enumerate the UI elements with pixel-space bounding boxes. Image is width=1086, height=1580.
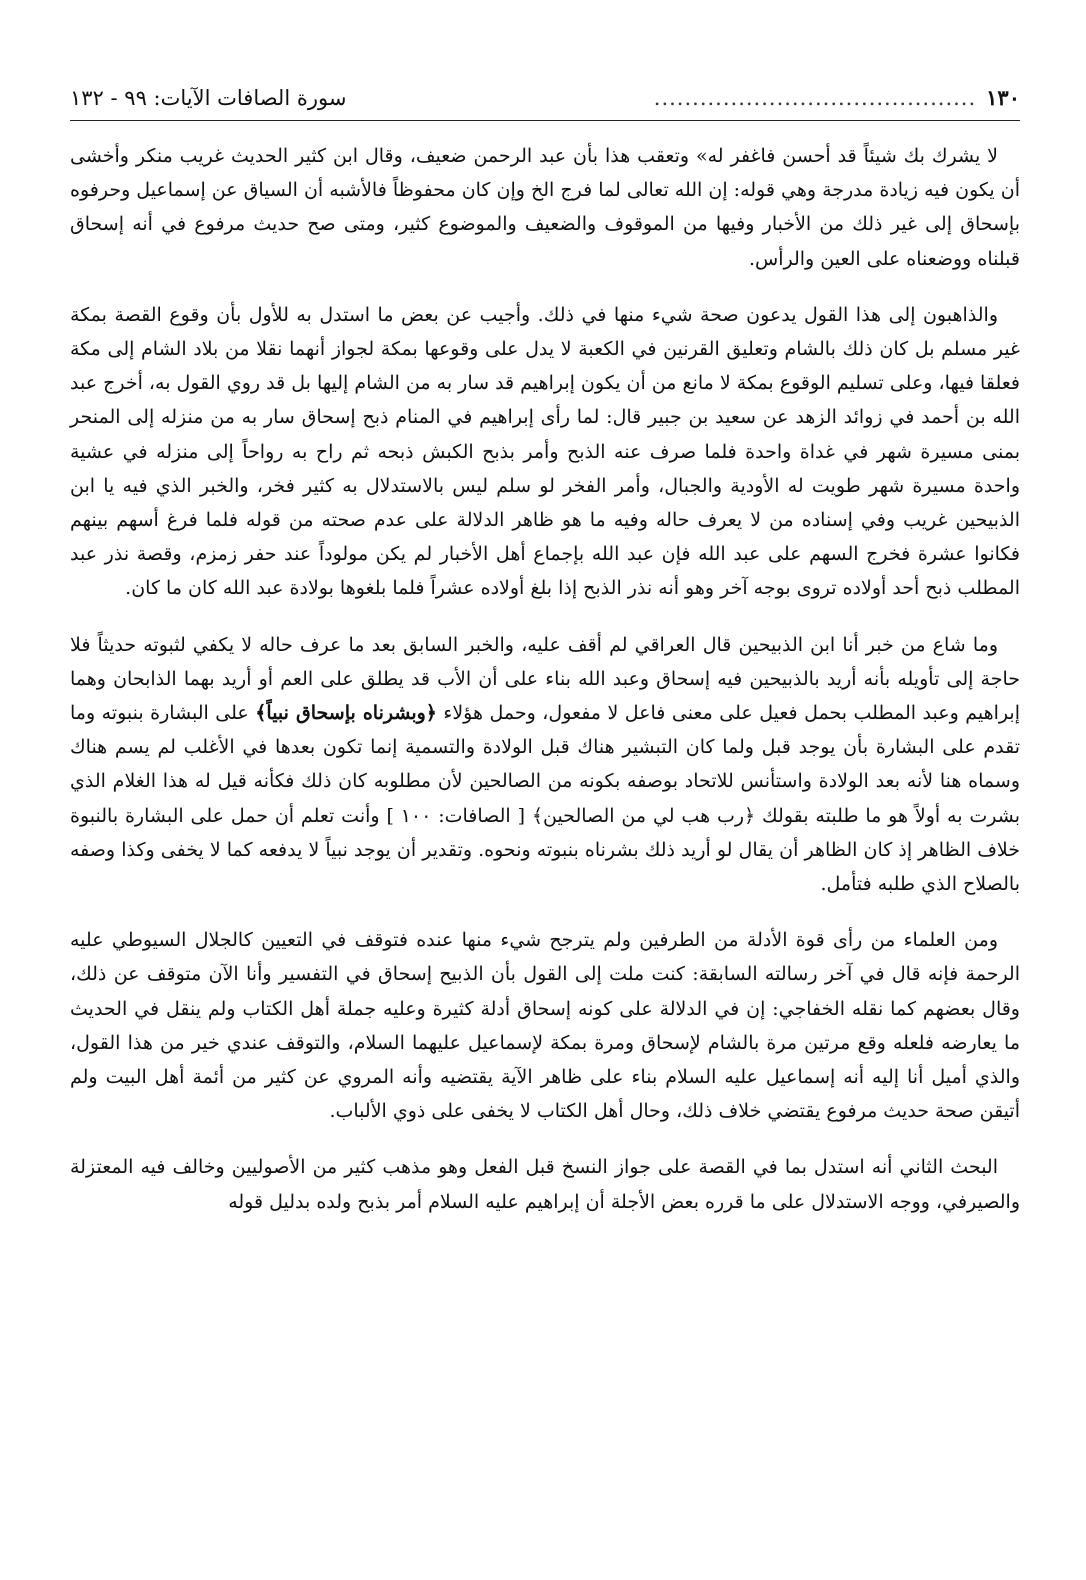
paragraph-4: ومن العلماء من رأى قوة الأدلة من الطرفين ولم يترجح شيء منها عنده فتوقف في التعيين كالجلال السيوطي عليه الرحمة فإنه قال في آخر رسالته السابقة: كنت ملت إلى القول بأن الذبيح إسحاق في التفسير وأنا الآن متوقف عن ذلك، وقال بعضهم كما نقله الخفاجي: إن في الدلالة على كونه إسحاق أدلة كثيرة وعليه جملة أهل الكتاب ولم ينقل في الحديث ما يعارضه فلعله وقع مرتين مرة بالشام لإسحاق ومرة بمكة لإسماعيل عليهما السلام، والتوقف عندي خير من هذا القول، والذي أميل أنا إليه أنه إسماعيل عليه السلام بناء على ظاهر الآية يقتضيه وأنه المروي عن كثير من أئمة أهل البيت ولم أتيقن صحة حديث مرفوع يقتضي خلاف ذلك، وحال أهل الكتاب لا يخفى على ذوي الألباب. bbox=[70, 929, 1020, 1123]
page-number: ١٣٠ bbox=[986, 85, 1020, 110]
paragraph-1: لا يشرك بك شيئاً قد أحسن فاغفر له» وتعقب هذا بأن عبد الرحمن ضعيف، وقال ابن كثير الحديث غريب منكر وأخشى أن يكون فيه زيادة مدرجة وهي قوله: إن الله تعالى لما فرج الخ وإن كان محفوظاً فالأشبه أن السياق عن إسماعيل وحرفوه بإسحاق إلى غير ذلك من الأخبار وفيها من الموقوف والضعيف والموضوع كثير، ومتى صح حديث مرفوع في أنه إسحاق قبلناه ووضعناه على العين والرأس. bbox=[70, 145, 1020, 270]
quran-verse: ﴿وبشرناه بإسحاق نبياً﴾ bbox=[255, 702, 437, 725]
header-rule bbox=[70, 120, 1020, 121]
paragraph-5: البحث الثاني أنه استدل بما في القصة على جواز النسخ قبل الفعل وهو مذهب كثير من الأصوليين وخالف فيه المعتزلة والصيرفي، ووجه الاستدلال على ما قرره بعض الأجلة أن إبراهيم عليه السلام أمر بذبح ولده بدليل قوله bbox=[70, 1156, 1020, 1213]
paragraph-3-text-before: وما شاع من خبر أنا ابن الذبيحين قال العراقي لم أقف عليه، والخبر السابق بعد ما عرف حاله لا يكفي لثبوته حديثاً فلا حاجة إلى تأويله بأنه أريد بالذبيحين فيه إسحاق وعبد الله بناء على أن الأب قد يطلق على العم أو أريد بهما الذابحان وهما إبراهيم وعبد المطلب بحمل فعيل على معنى فاعل لا مفعول، وحمل هؤلاء bbox=[70, 633, 1020, 725]
running-title: سورة الصافات الآيات: ٩٩ - ١٣٢ bbox=[70, 86, 347, 110]
paragraph-3-text-after: على البشارة بنبوته وما تقدم على البشارة بأن يوجد قبل ولما كان التبشير هناك قبل الولادة والتسمية إنما تكون بعدها في الأغلب لم يسم هناك وسماه هنا لأنه بعد الولادة واستأنس للاتحاد بوصفه بكونه من الصالحين لأن مطلوبه كان ذلك فكأنه قيل له هذا الغلام الذي بشرت به أولاً هو ما طلبته بقولك ﴿رب هب لي من الصالحين﴾ [ الصافات: ١٠٠ ] وأنت تعلم أن حمل على البشارة بالنبوة خلاف الظاهر إذ كان الظاهر أن يقال لو أريد ذلك بشرناه بنبوته ونحوه. وتقدير أن يوجد نبياً لا يدفعه كما لا يخفى وكذا وصفه بالصلاح الذي طلبه فتأمل. bbox=[70, 702, 1020, 896]
running-header bbox=[70, 82, 1020, 114]
paragraph-3 bbox=[70, 628, 1020, 902]
paragraph-2: والذاهبون إلى هذا القول يدعون صحة شيء منها في ذلك. وأجيب عن بعض ما استدل به للأول بأن وقوع القصة بمكة غير مسلم بل كان ذلك بالشام وتعليق القرنين في الكعبة لا يدل على وقوعها بمكة لجواز أنهما نقلا من بلاد الشام إلى مكة فعلقا فيها، وعلى تسليم الوقوع بمكة لا مانع من أن يكون إبراهيم قد سار به من الشام إليها بل قد روي القول به، أخرج عبد الله بن أحمد في زوائد الزهد عن سعيد بن جبير قال: لما رأى إبراهيم في المنام ذبح إسحاق سار به من منزله إلى المنحر بمنى مسيرة شهر في غداة واحدة فلما صرف عنه الذبح وأمر بذبح الكبش ذبحه ثم راح به رواحاً إلى منزله في عشية واحدة مسيرة شهر طويت له الأودية والجبال، وأمر الفخر لو سلم ليس بالاستدلال به كثير فخر، والخبر الذي فيه يا ابن الذبيحين غريب وفي إسناده من لا يعرف حاله وفيه ما هو ظاهر الدلالة على عدم صحته من قوله فلما فرغ أسهم بينهم فكانوا عشرة فخرج السهم على عبد الله فإن عبد الله بإجماع أهل الأخبار لم يكن مولوداً عند حفر زمزم، وقصة نذر عبد المطلب ذبح أحد أولاده تروى بوجه آخر وهو أنه نذر الذبح إذا بلغ أولاده عشراً فلما بلغوها بولادة عبد الله كان ما كان. bbox=[70, 303, 1020, 600]
page bbox=[70, 82, 1020, 1219]
leader-dots: .......................................... bbox=[653, 86, 977, 110]
